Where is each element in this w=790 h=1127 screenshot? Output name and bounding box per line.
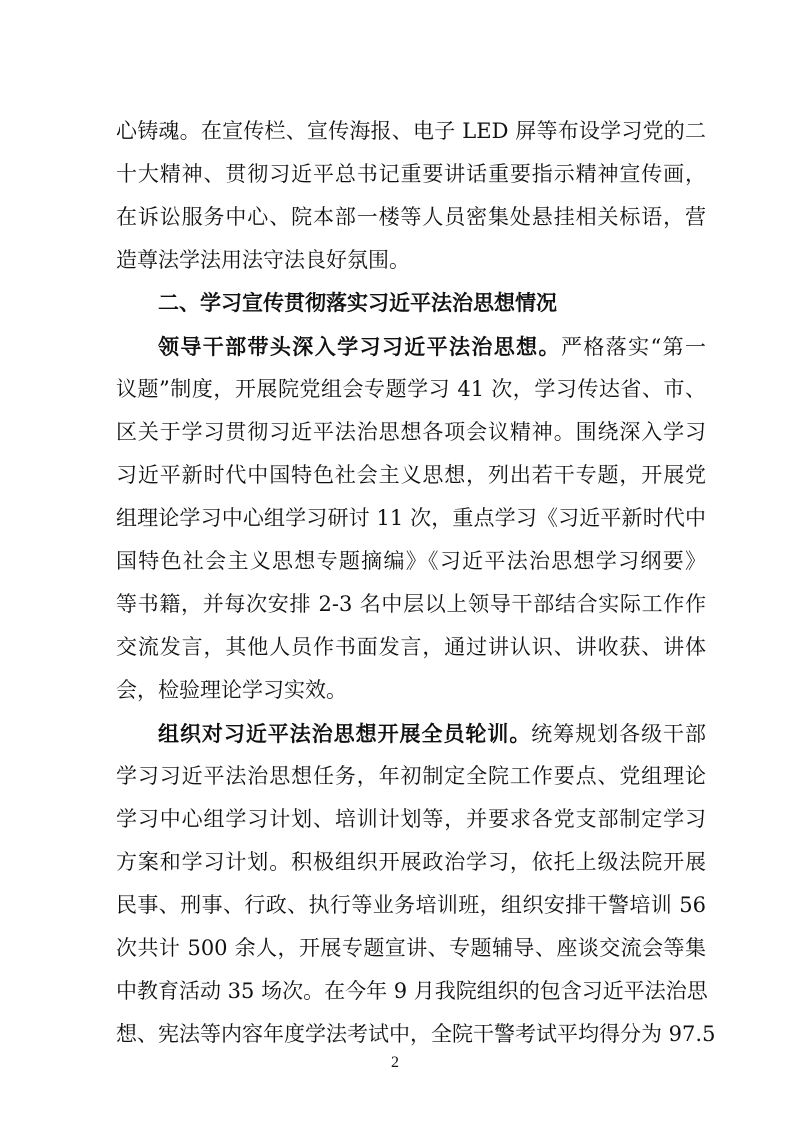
paragraph-3-first-line-rest: 统筹规划各级干部 (531, 722, 707, 746)
text-line (116, 755, 706, 798)
paragraph-3-bold-lead: 组织对习近平法治思想开展全员轮训。 (158, 721, 532, 746)
paragraph-3-line: 学习中心组学习计划、培训计划等，并要求各党支部制定学习 (116, 807, 706, 831)
paragraph-3-line: 方案和学习计划。积极组织开展政治学习，依托上级法院开展 (116, 850, 706, 874)
paragraph-3-line: 想、宪法等内容年度学法考试中，全院干警考试平均得分为 97.5 (116, 1022, 716, 1046)
section-heading-text: 二、学习宣传贯彻落实习近平法治思想情况 (158, 291, 557, 315)
paragraph-1-line-3: 在诉讼服务中心、院本部一楼等人员密集处悬挂相关标语，营 (116, 205, 706, 229)
text-line (116, 583, 706, 626)
text-line (116, 1013, 716, 1056)
paragraph-2-line: 议题”制度，开展院党组会专题学习 41 次，学习传达省、市、 (116, 377, 706, 401)
paragraph-2-line: 交流发言，其他人员作书面发言，通过讲认识、讲收获、讲体 (116, 635, 706, 659)
paragraph-3-first-line (116, 712, 706, 755)
text-line (116, 239, 706, 282)
text-line (116, 970, 706, 1013)
section-heading (116, 282, 706, 325)
paragraph-2-line: 习近平新时代中国特色社会主义思想，列出若干专题，开展党 (116, 463, 706, 487)
text-line (116, 798, 706, 841)
text-line (116, 110, 706, 153)
text-line (116, 368, 706, 411)
text-line (116, 841, 706, 884)
paragraph-2-first-line-rest: 严格落实“第一 (560, 335, 706, 359)
paragraph-2-first-line (116, 325, 706, 368)
text-line (116, 153, 706, 196)
text-line (116, 884, 706, 927)
text-line (116, 196, 706, 239)
page-body (116, 110, 716, 1056)
paragraph-3-line: 中教育活动 35 场次。在今年 9 月我院组织的包含习近平法治思 (116, 979, 708, 1003)
paragraph-3-line: 次共计 500 余人，开展专题宣讲、专题辅导、座谈交流会等集 (116, 936, 706, 960)
paragraph-3-line: 民事、刑事、行政、执行等业务培训班，组织安排干警培训 56 (116, 893, 706, 917)
text-line (116, 540, 706, 583)
paragraph-2-bold-lead: 领导干部带头深入学习习近平法治思想。 (158, 334, 561, 359)
paragraph-2-line: 等书籍，并每次安排 2-3 名中层以上领导干部结合实际工作作 (116, 592, 706, 616)
text-line (116, 497, 706, 540)
text-line (116, 454, 706, 497)
text-line (116, 669, 706, 712)
paragraph-1-line-4: 造尊法学法用法守法良好氛围。 (116, 248, 410, 272)
paragraph-2-line: 国特色社会主义思想专题摘编》《习近平法治思想学习纲要》 (116, 549, 706, 573)
paragraph-2-line: 会，检验理论学习实效。 (116, 678, 347, 702)
paragraph-1-line-1: 心铸魂。在宣传栏、宣传海报、电子 LED 屏等布设学习党的二 (116, 119, 706, 143)
paragraph-1-line-2: 十大精神、贯彻习近平总书记重要讲话重要指示精神宣传画， (116, 162, 706, 186)
paragraph-2-line: 区关于学习贯彻习近平法治思想各项会议精神。围绕深入学习 (116, 420, 706, 444)
text-line (116, 626, 706, 669)
paragraph-2-line: 组理论学习中心组学习研讨 11 次，重点学习《习近平新时代中 (116, 506, 706, 530)
text-line (116, 411, 706, 454)
paragraph-3-line: 学习习近平法治思想任务，年初制定全院工作要点、党组理论 (116, 764, 706, 788)
text-line (116, 927, 706, 970)
page-number: 2 (391, 1054, 399, 1071)
